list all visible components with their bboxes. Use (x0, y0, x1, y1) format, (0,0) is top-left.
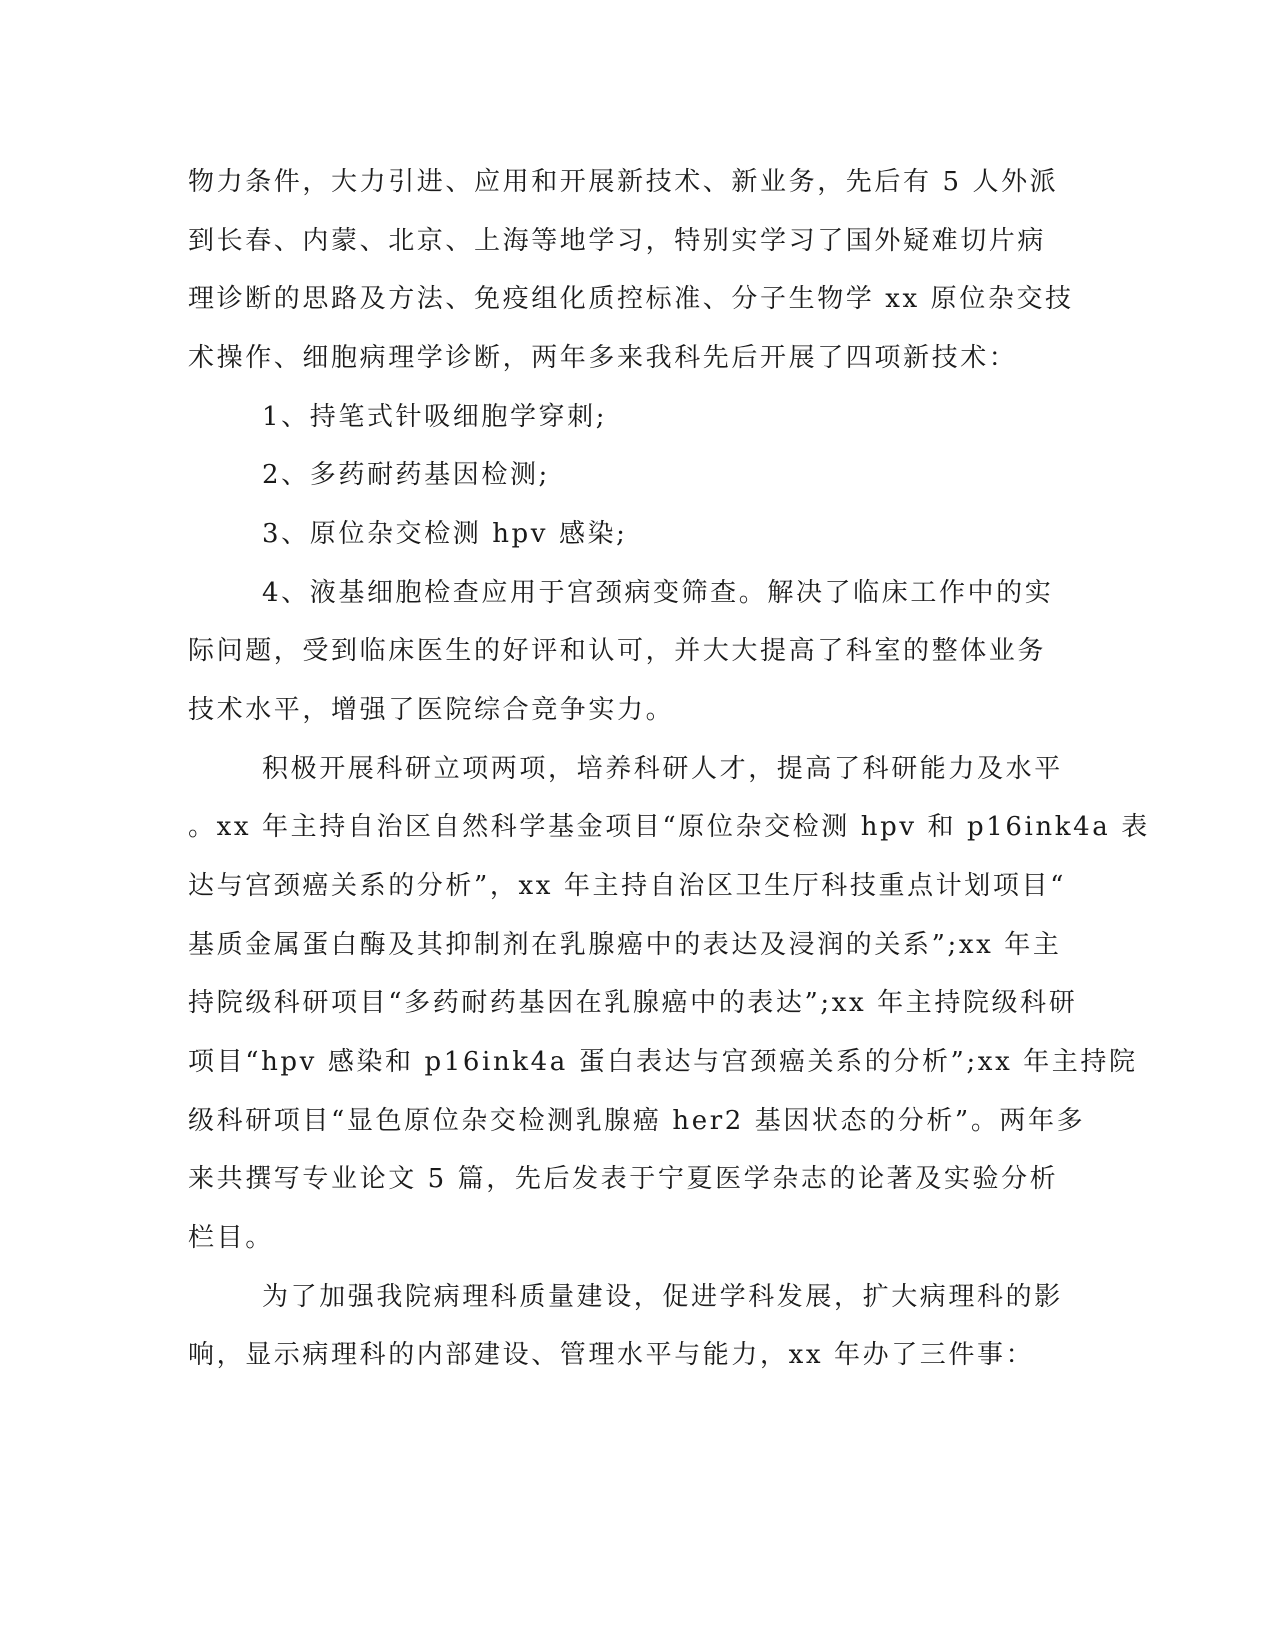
text-line: 响，显示病理科的内部建设、管理水平与能力，xx 年办了三件事： (188, 1340, 1035, 1370)
text-line: 技术水平，增强了医院综合竞争实力。 (188, 695, 675, 725)
text-line: 际问题，受到临床医生的好评和认可，并大大提高了科室的整体业务 (188, 636, 1047, 666)
text-line: 基质金属蛋白酶及其抑制剂在乳腺癌中的表达及浸润的关系”;xx 年主 (188, 930, 1062, 960)
text-line: 。xx 年主持自治区自然科学基金项目“原位杂交检测 hpv 和 p16ink4a 表 (188, 812, 1150, 842)
paragraph-start: 积极开展科研立项两项，培养科研人才，提高了科研能力及水平 (262, 754, 1063, 784)
text-line: 栏目。 (188, 1223, 274, 1253)
text-line: 理诊断的思路及方法、免疫组化质控标准、分子生物学 xx 原位杂交技 (188, 284, 1074, 314)
text-line: 到长春、内蒙、北京、上海等地学习，特别实学习了国外疑难切片病 (188, 226, 1047, 256)
text-line: 物力条件，大力引进、应用和开展新技术、新业务，先后有 5 人外派 (188, 167, 1059, 197)
list-item: 1、持笔式针吸细胞学穿刺; (262, 402, 608, 432)
paragraph-start: 为了加强我院病理科质量建设，促进学科发展，扩大病理科的影 (262, 1282, 1063, 1312)
list-item: 4、液基细胞检查应用于宫颈病变筛查。解决了临床工作中的实 (262, 578, 1054, 608)
text-line: 级科研项目“显色原位杂交检测乳腺癌 her2 基因状态的分析”。两年多 (188, 1106, 1086, 1136)
text-line: 来共撰写专业论文 5 篇，先后发表于宁夏医学杂志的论著及实验分析 (188, 1164, 1059, 1194)
list-item: 2、多药耐药基因检测; (262, 460, 550, 490)
text-line: 项目“hpv 感染和 p16ink4a 蛋白表达与宫颈癌关系的分析”;xx 年主持院 (188, 1047, 1138, 1077)
text-line: 达与宫颈癌关系的分析”，xx 年主持自治区卫生厅科技重点计划项目“ (188, 871, 1066, 901)
list-item: 3、原位杂交检测 hpv 感染; (262, 519, 628, 549)
text-line: 术操作、细胞病理学诊断，两年多来我科先后开展了四项新技术： (188, 343, 1018, 373)
text-line: 持院级科研项目“多药耐药基因在乳腺癌中的表达”;xx 年主持院级科研 (188, 988, 1078, 1018)
